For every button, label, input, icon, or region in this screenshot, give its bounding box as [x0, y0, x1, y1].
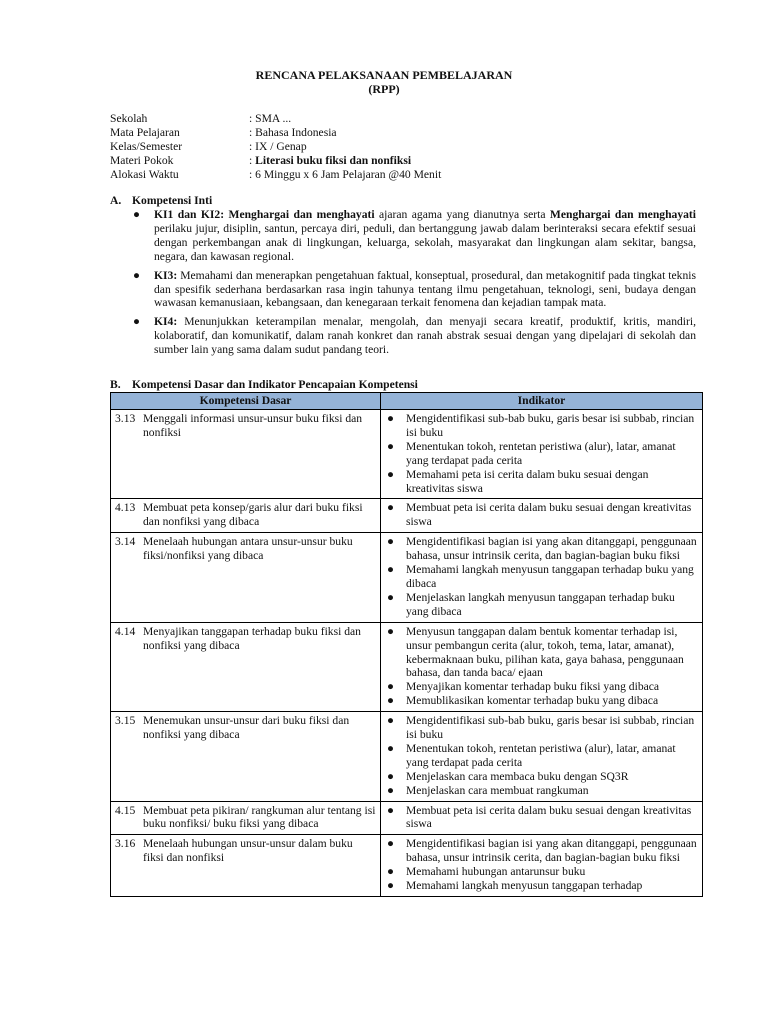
indicator-item: [385, 784, 698, 798]
bullet-icon: ●: [133, 315, 141, 329]
bullet-icon: ●: [387, 535, 395, 549]
kd-indicator-table: [110, 392, 703, 897]
bullet-icon: ●: [387, 769, 395, 783]
indicator-item: [385, 804, 698, 832]
indicator-item: [385, 625, 698, 681]
identity-value: [249, 168, 441, 182]
kd-number: 3.16: [115, 837, 136, 851]
kd-content: [115, 535, 376, 563]
indicator-text: Memahami hubungan antarunsur buku: [406, 865, 586, 879]
indicator-cell: [381, 712, 703, 801]
identity-value: [249, 126, 337, 140]
indicator-item: [385, 468, 698, 496]
ki-item-bold-text: KI1 dan KI2:: [154, 208, 229, 221]
table-header-row: [111, 393, 703, 410]
kd-content: [115, 837, 376, 865]
identity-label: Sekolah: [110, 112, 148, 125]
table-row: [111, 801, 703, 835]
kd-cell: [111, 801, 381, 835]
indicator-list: [385, 837, 698, 893]
bullet-icon: ●: [387, 714, 395, 728]
ki-item-text: Memahami dan menerapkan pengetahuan faktual, konseptual, prosedural, dan metakognitif pada tingkat teknis dan spesifik sederhana berdasarkan rasa ingin tahunya tentang ilmu pengetahuan, teknologi, seni, budaya dengan wawasan kemanusiaan, kebangsaan, dan kenegaraan terkait fenomena dan kejadian tampak mata.: [154, 268, 697, 310]
indicator-list: [385, 714, 698, 797]
kd-content: [115, 501, 376, 529]
table-row: [111, 499, 703, 533]
table-row: [111, 622, 703, 711]
bullet-icon: ●: [133, 268, 141, 282]
ki-item-bold-text: KI4:: [154, 315, 185, 329]
bullet-icon: ●: [133, 208, 141, 221]
kd-cell: [111, 622, 381, 711]
indicator-item: [385, 680, 698, 694]
col-header-kompetensi-dasar: Kompetensi Dasar: [111, 393, 381, 410]
indicator-text: Menentukan tokoh, rentetan peristiwa (alur), latar, amanat yang terdapat pada cerita: [406, 439, 676, 467]
indicator-text: Menyajikan komentar terhadap buku fiksi yang dibaca: [406, 680, 660, 694]
indicator-item: [385, 837, 698, 865]
section-a-letter: A.: [110, 194, 122, 207]
indicator-item: [385, 501, 698, 529]
identity-value: [249, 140, 307, 154]
table-row: [111, 835, 703, 897]
indicator-text: Menjelaskan cara membaca buku dengan SQ3R: [406, 769, 629, 783]
kd-text: Membuat peta konsep/garis alur dari buku fiksi dan nonfiksi yang dibaca: [143, 501, 363, 529]
indicator-text: Mengidentifikasi sub-bab buku, garis besar isi subbab, rincian isi buku: [406, 714, 695, 742]
indicator-cell: [381, 835, 703, 897]
table-row: [111, 712, 703, 801]
section-a-heading: [110, 194, 212, 208]
indicator-item: [385, 412, 698, 440]
identity-label: Materi Pokok: [110, 154, 174, 167]
kd-number: 3.13: [115, 412, 136, 425]
kd-text: Menelaah hubungan unsur-unsur dalam buku fiksi dan nonfiksi: [143, 837, 353, 865]
indicator-item: [385, 770, 698, 784]
indicator-list: [385, 535, 698, 618]
bullet-icon: ●: [387, 803, 395, 817]
kd-number: 4.14: [115, 624, 136, 638]
section-b-heading: [110, 378, 418, 392]
identity-value-text: : IX / Genap: [249, 140, 307, 153]
bullet-icon: ●: [387, 680, 395, 694]
indicator-item: [385, 591, 698, 619]
indicator-text: Membuat peta isi cerita dalam buku sesuai dengan kreativitas siswa: [406, 803, 692, 831]
ki-item: [133, 269, 696, 311]
bullet-icon: ●: [387, 563, 395, 577]
kd-number: 3.14: [115, 535, 136, 549]
kd-number: 4.15: [115, 803, 136, 817]
kd-cell: [111, 499, 381, 533]
indicator-cell: [381, 499, 703, 533]
indicator-text: Menentukan tokoh, rentetan peristiwa (alur), latar, amanat yang terdapat pada cerita: [406, 741, 676, 769]
bullet-icon: ●: [387, 624, 395, 638]
bullet-icon: ●: [387, 467, 395, 481]
ki-item-text: ajaran agama yang dianutnya serta: [374, 208, 550, 221]
identity-label: Mata Pelajaran: [110, 126, 180, 139]
bullet-icon: ●: [387, 590, 395, 604]
bullet-icon: ●: [387, 694, 395, 708]
document-title: RENCANA PELAKSANAAN PEMBELAJARAN: [255, 68, 513, 82]
bullet-icon: ●: [387, 501, 395, 515]
kd-text: Menyajikan tanggapan terhadap buku fiksi dan nonfiksi yang dibaca: [143, 624, 361, 652]
ki-item-bold-text: Menghargai dan menghayati: [549, 208, 696, 221]
kd-text: Menemukan unsur-unsur dari buku fiksi dan nonfiksi yang dibaca: [143, 714, 350, 742]
bullet-icon: ●: [387, 783, 395, 797]
kd-text: Menelaah hubungan antara unsur-unsur buku fiksi/nonfiksi yang dibaca: [143, 535, 353, 563]
kd-cell: [111, 712, 381, 801]
ki-item: [133, 315, 696, 357]
indicator-text: Menyusun tanggapan dalam bentuk komentar terhadap isi, unsur pembangun cerita (alur, tokoh, tema, latar, amanat), kebermaknaan buku, pilihan kata, gaya bahasa, penggunaan bahasa, dan tanda baca/ ejaan: [406, 624, 684, 680]
indicator-item: [385, 865, 698, 879]
indicator-cell: [381, 801, 703, 835]
section-b-letter: B.: [110, 378, 121, 391]
bullet-icon: ●: [387, 412, 395, 425]
col-header-indikator: Indikator: [381, 393, 703, 410]
bullet-icon: ●: [387, 879, 395, 893]
indicator-text: Memahami peta isi cerita dalam buku sesuai dengan kreativitas siswa: [406, 467, 649, 495]
indicator-cell: [381, 410, 703, 499]
identity-value-text: : Bahasa Indonesia: [249, 126, 337, 139]
indicator-text: Memublikasikan komentar terhadap buku yang dibaca: [406, 694, 659, 708]
indicator-cell: [381, 622, 703, 711]
indicator-text: Menjelaskan cara membuat rangkuman: [406, 783, 589, 797]
indicator-item: [385, 440, 698, 468]
ki-item-bold-text: KI3:: [154, 268, 181, 282]
indicator-text: Mengidentifikasi bagian isi yang akan ditanggapi, penggunaan bahasa, unsur intrinsik cerita, dan bagian-bagian buku fiksi: [406, 535, 697, 563]
indicator-item: [385, 535, 698, 563]
indicator-text: Memahami langkah menyusun tanggapan terhadap buku yang dibaca: [406, 563, 694, 590]
ki-item: [133, 208, 696, 264]
indicator-list: [385, 625, 698, 708]
kd-text: Menggali informasi unsur-unsur buku fiksi dan nonfiksi: [143, 412, 363, 439]
kompetensi-inti-list: [133, 208, 696, 362]
indicator-text: Memahami langkah menyusun tanggapan terhadap: [406, 879, 643, 893]
bullet-icon: ●: [387, 439, 395, 453]
kd-cell: [111, 533, 381, 622]
identity-value-text: : SMA ...: [249, 112, 292, 125]
identity-value-prefix: :: [249, 154, 256, 167]
indicator-list: [385, 412, 698, 495]
identity-label: Kelas/Semester: [110, 140, 183, 153]
indicator-text: Mengidentifikasi sub-bab buku, garis besar isi subbab, rincian isi buku: [406, 412, 695, 439]
ki-item-text: perilaku jujur, disiplin, santun, percaya diri, peduli, dan bertanggung jawab dalam berinteraksi secara efektif sesuai dengan perkembangan anak di lingkungan, keluarga, sekolah, masyarakat dan lingkungan alam sekitar, bangsa, negara, dan kawasan regional.: [154, 221, 696, 263]
kd-content: [115, 804, 376, 832]
kd-number: 3.15: [115, 714, 136, 728]
bullet-icon: ●: [387, 837, 395, 851]
identity-label: Alokasi Waktu: [110, 168, 179, 181]
kd-content: [115, 412, 376, 440]
ki-item-text: Menunjukkan keterampilan menalar, mengolah, dan menyaji secara kreatif, produktif, kritis, mandiri, kolaboratif, dan komunikatif, dalam ranah konkret dan ranah abstrak sesuai dengan yang dipelajari di sekolah dan sumber lain yang sama dalam sudut pandang teori.: [154, 315, 696, 357]
section-a-title: Kompetensi Inti: [132, 194, 213, 207]
kd-cell: [111, 410, 381, 499]
indicator-item: [385, 742, 698, 770]
identity-value-text: Literasi buku fiksi dan nonfiksi: [255, 154, 412, 167]
indicator-cell: [381, 533, 703, 622]
table-row: [111, 410, 703, 499]
indicator-text: Membuat peta isi cerita dalam buku sesuai dengan kreativitas siswa: [406, 501, 692, 529]
kd-cell: [111, 835, 381, 897]
table-body: [111, 410, 703, 897]
indicator-item: [385, 879, 698, 893]
indicator-list: [385, 804, 698, 832]
bullet-icon: ●: [387, 741, 395, 755]
bullet-icon: ●: [387, 865, 395, 879]
indicator-text: Menjelaskan langkah menyusun tanggapan terhadap buku yang dibaca: [406, 590, 675, 618]
table-row: [111, 533, 703, 622]
document-subtitle: (RPP): [368, 82, 400, 96]
indicator-text: Mengidentifikasi bagian isi yang akan ditanggapi, penggunaan bahasa, unsur intrinsik cerita, dan bagian-bagian buku fiksi: [406, 837, 697, 865]
kd-number: 4.13: [115, 501, 136, 515]
identity-value-text: : 6 Minggu x 6 Jam Pelajaran @40 Menit: [249, 168, 442, 181]
ki-item-bold-text: Menghargai dan menghayati: [228, 208, 375, 221]
indicator-item: [385, 563, 698, 591]
kd-content: [115, 714, 376, 742]
section-b-title: Kompetensi Dasar dan Indikator Pencapaian Kompetensi: [132, 378, 418, 391]
identity-value: [249, 112, 291, 126]
identity-value: [249, 154, 411, 168]
indicator-item: [385, 694, 698, 708]
indicator-item: [385, 714, 698, 742]
indicator-list: [385, 501, 698, 529]
kd-text: Membuat peta pikiran/ rangkuman alur tentang isi buku nonfiksi/ buku fiksi yang dibaca: [143, 803, 376, 831]
kd-content: [115, 625, 376, 653]
